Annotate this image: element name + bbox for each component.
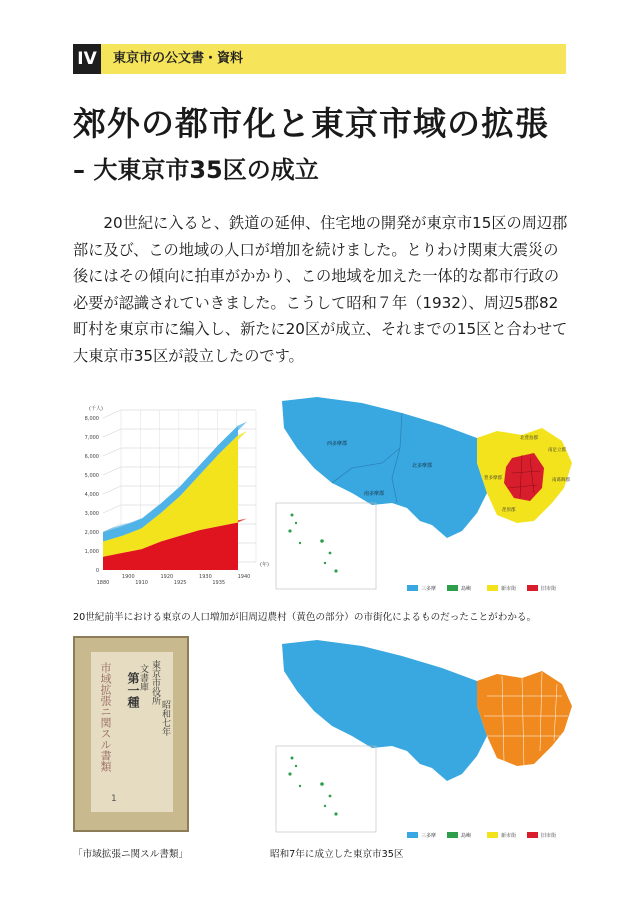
map2-legend <box>407 832 556 839</box>
legend-swatch <box>487 585 498 591</box>
grid-diag <box>103 410 121 418</box>
y-tick-label: 6,000 <box>84 454 99 460</box>
stamp-line-3: 第一種 <box>126 672 140 708</box>
volume-number: 1 <box>111 794 117 804</box>
label-ebara: 荏原郡 <box>502 508 516 513</box>
brush-title: 市域拡張ニ関スル書類 <box>99 662 112 772</box>
y-tick-label: 8,000 <box>84 416 99 422</box>
legend-swatch <box>527 585 538 591</box>
label-minamiadachi: 南足立郡 <box>548 448 566 453</box>
legend-swatch <box>447 832 458 838</box>
x-tick-label: 1900 <box>121 574 135 580</box>
document-photo <box>73 636 189 832</box>
stamp-line-1: 東京市役所 <box>150 660 160 705</box>
document-cover <box>91 652 173 812</box>
y-axis-label: (千人) <box>89 406 103 412</box>
section-number: IV <box>73 44 101 74</box>
page-title: 郊外の都市化と東京市域の拡張 <box>73 104 549 143</box>
x-tick-label: 1920 <box>160 574 174 580</box>
tokyo-35-wards <box>477 671 572 766</box>
stamp-line-4: 昭和七年 <box>160 700 170 736</box>
legend-swatch <box>447 585 458 591</box>
photo-caption: 「市域拡張ニ関スル書類」 <box>73 849 189 860</box>
tama-region <box>282 397 487 538</box>
y-tick-label: 3,000 <box>84 511 99 517</box>
x-tick-label: 1935 <box>212 580 226 586</box>
legend-label: 新市街 <box>501 833 517 839</box>
legend-label: 島嶼 <box>461 586 472 592</box>
legend-swatch <box>407 832 418 838</box>
legend-swatch <box>527 832 538 838</box>
section-banner <box>73 44 566 74</box>
body-text: 20世紀に入ると、鉄道の延伸、住宅地の開発が東京市15区の周辺郡部に及び、この地域の人口が増加を続けました。とりわけ関東大震災の後にはその傾向に拍車がかかり、この地域を加えた一体的な都市行政の必要が認識されていきました。こうして昭和７年（1932）、周辺5郡82町村を東京市に編入し、新たに20区が成立、それまでの15区と合わせて大東京市35区が設立したのです。 <box>73 214 568 365</box>
legend-swatch <box>487 832 498 838</box>
stamp-line-2: 文書庫 <box>138 664 148 691</box>
legend-swatch <box>407 585 418 591</box>
y-tick-label: 5,000 <box>84 473 99 479</box>
map-1932-after <box>272 636 594 848</box>
legend-label: 島嶼 <box>461 833 472 839</box>
label-kitatama: 北多摩郡 <box>412 463 433 469</box>
label-kitatoshima: 北豊島郡 <box>520 436 538 441</box>
island-markers <box>288 757 337 816</box>
y-tick-label: 1,000 <box>84 549 99 555</box>
legend-label: 三多摩 <box>421 833 437 839</box>
page-subtitle: – 大東京市35区の成立 <box>73 156 319 184</box>
label-nishitama: 西多摩郡 <box>327 441 348 447</box>
section-label: 東京市の公文書・資料 <box>113 51 244 66</box>
island-markers <box>288 514 337 573</box>
tama-region <box>282 640 487 781</box>
x-tick-label: 1930 <box>199 574 212 580</box>
grid-diag <box>103 486 121 494</box>
grid-diag <box>103 505 121 513</box>
y-tick-label: 7,000 <box>84 435 99 441</box>
y-tick-label: 2,000 <box>84 530 99 536</box>
legend-label: 三多摩 <box>421 586 437 592</box>
grid-diag <box>103 429 121 437</box>
x-tick-label: 1910 <box>135 580 148 586</box>
chart-areas <box>103 422 247 570</box>
legend-label: 旧市街 <box>541 833 557 839</box>
chart-caption: 20世紀前半における東京の人口増加が旧周辺農村（黄色の部分）の市街化によるものだったことがわかる。 <box>73 612 537 623</box>
y-tick-label: 0 <box>95 568 99 574</box>
population-chart <box>58 392 270 602</box>
x-tick-label: 1880 <box>96 580 110 586</box>
legend-label: 旧市街 <box>541 586 557 592</box>
grid-diag <box>103 467 121 475</box>
y-tick-label: 4,000 <box>84 492 99 498</box>
map1-legend <box>407 585 556 592</box>
legend-label: 新市街 <box>501 586 517 592</box>
x-tick-label: 1940 <box>237 574 251 580</box>
grid-diag <box>103 448 121 456</box>
map2-caption: 昭和7年に成立した東京市35区 <box>270 849 404 860</box>
map-1932-before <box>272 393 594 603</box>
x-tick-label: 1925 <box>173 580 187 586</box>
label-minamitama: 南多摩郡 <box>364 491 385 497</box>
x-axis-label: (年) <box>260 562 269 568</box>
label-minamikatsushika: 南葛飾郡 <box>552 478 570 483</box>
label-toyotama: 豊多摩郡 <box>484 476 502 481</box>
